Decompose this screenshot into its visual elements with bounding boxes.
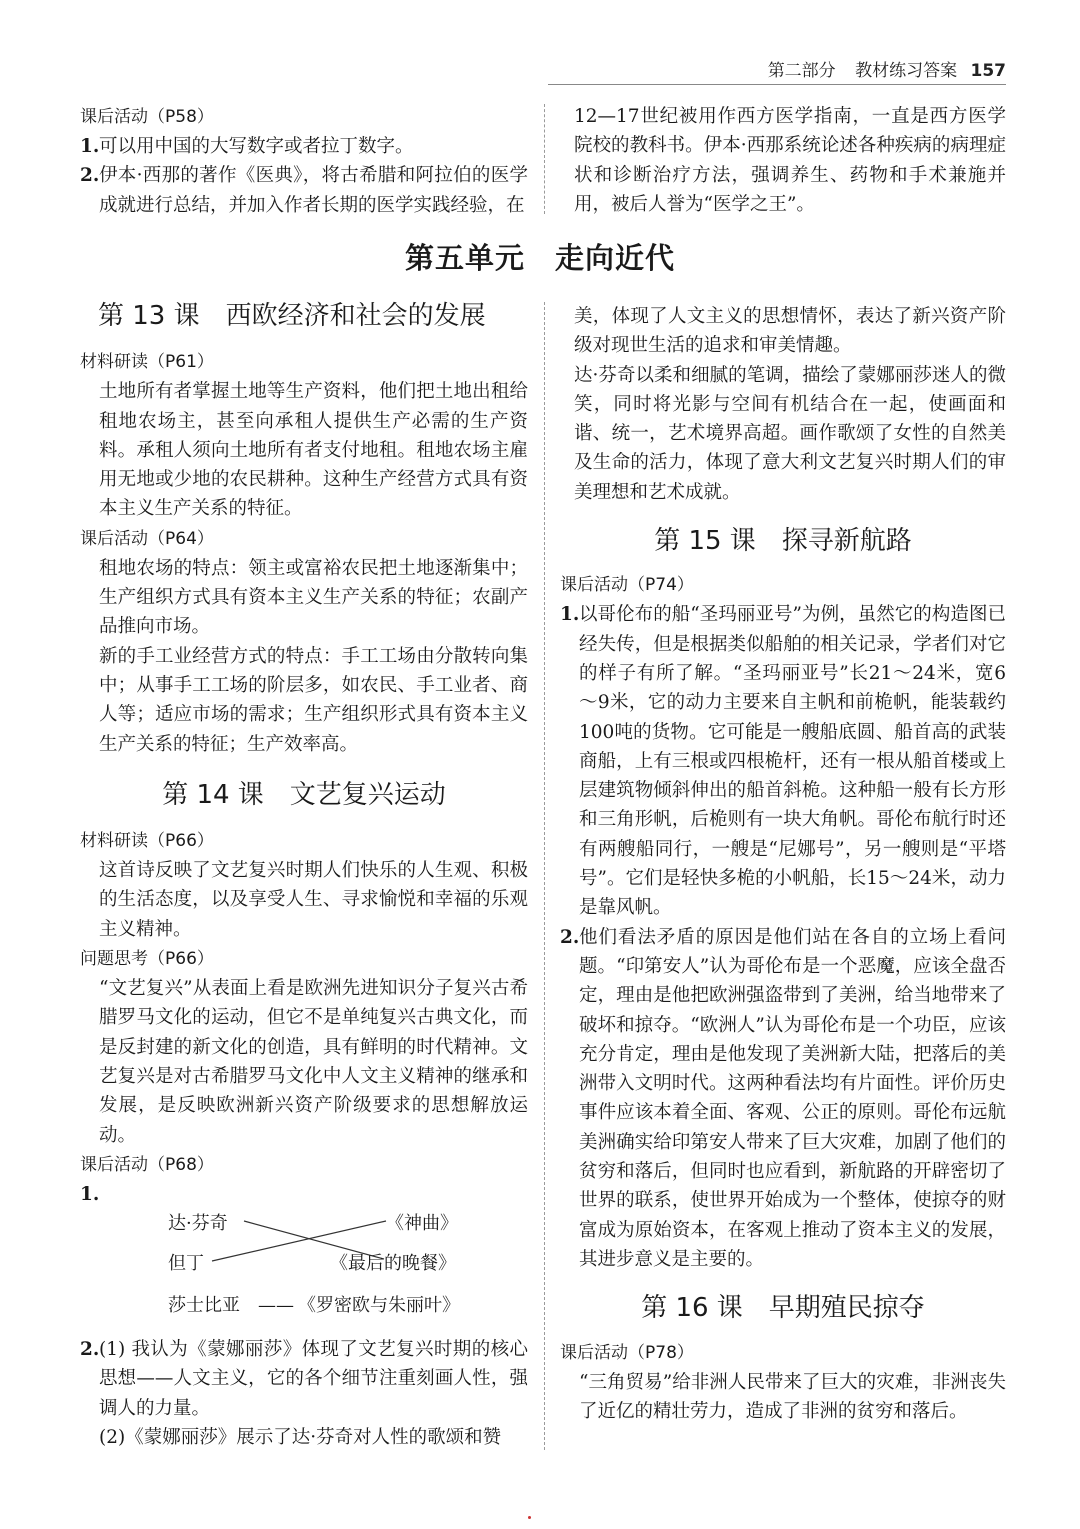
lesson-16-title: 第 16 课 早期殖民掠夺 [641, 1293, 925, 1324]
section-heading: 问题思考（P66） [80, 949, 214, 970]
section-heading: 课后活动（P74） [560, 575, 694, 596]
match-left-item: 莎士比亚 [168, 1295, 240, 1317]
paragraph: 土地所有者掌握土地等生产资料，他们把土地出租给租地农场主，甚至向承租人提供生产必需的生产资料。承租人须向土地所有者支付地租。租地农场主雇用无地或少地的农民耕种。这种生产经营方式具有资本主义生产关系的特征。 [99, 381, 528, 520]
section-heading: 材料研读（P61） [80, 352, 214, 373]
unit-title: 第五单元 走向近代 [404, 241, 675, 275]
page-number: 157 [970, 61, 1006, 81]
header-title: 教材练习答案 [855, 61, 958, 81]
paragraph: “三角贸易”给非洲人民带来了巨大的灾难，非洲丧失了近亿的精壮劳力，造成了非洲的贫穷和落后。 [579, 1371, 1006, 1422]
answer-item: 1. 可以用中国的大写数字或者拉丁数字。 [80, 136, 414, 157]
answer-item: 2. (1) 我认为《蒙娜丽莎》体现了文艺复兴时期的核心思想——人文主义，它的各个细节注重刻画人性，强调人的力量。 [80, 1339, 528, 1419]
section-heading: 课后活动（P58） [80, 107, 214, 127]
right-column [560, 302, 1006, 1426]
column-divider [544, 104, 545, 214]
paragraph: 这首诗反映了文艺复兴时期人们快乐的人生观、积极的生活态度，以及享受人生、寻求愉悦和幸福的乐观主义精神。 [99, 860, 528, 940]
section-heading: 课后活动（P64） [80, 528, 214, 549]
paragraph: (2)《蒙娜丽莎》展示了达·芬奇对人性的歌颂和赞 [99, 1427, 502, 1449]
match-left-item: 但丁 [168, 1253, 204, 1275]
lesson-15-title: 第 15 课 探寻新航路 [654, 526, 912, 557]
paragraph: 美，体现了人文主义的思想情怀，表达了新兴资产阶级对现世生活的追求和审美情趣。 [574, 306, 1006, 357]
paragraph: 达·芬奇以柔和细腻的笔调，描绘了蒙娜丽莎迷人的微笑，同时将光影与空间有机结合在一起，使画面和谐、统一，艺术境界高超。画作歌颂了女性的自然美及生命的活力，体现了意大利文艺复兴时期人们的审美理想和艺术成就。 [574, 364, 1006, 503]
header-section: 第二部分 [767, 61, 836, 81]
section-heading: 材料研读（P66） [80, 831, 214, 852]
page-mark [528, 1516, 531, 1519]
lesson-14-title: 第 14 课 文艺复兴运动 [162, 779, 446, 810]
question-number: 1. [80, 1183, 100, 1205]
section-heading: 课后活动（P78） [560, 1342, 694, 1363]
column-divider [544, 302, 545, 1450]
matching-exercise [80, 1209, 528, 1335]
answer-item: 2. 他们看法矛盾的原因是他们站在各自的立场上看问题。“印第安人”认为哥伦布是一个恶魔，应该全盘否定，理由是他把欧洲强盗带到了美洲，给当地带来了破坏和掠夺。“欧洲人”认为哥伦布是一个功臣，应该充分肯定，理由是他发现了美洲新大陆，把落后的美洲带入文明时代。这两种看法均有片面性。评价历史事件应该本着全面、客观、公正的原则。哥伦布远航美洲确实给印第安人带来了巨大灾难，加剧了他们的贫穷和落后，但同时也应看到，新航路的开辟密切了世界的联系，使世界开始成为一个整体，使掠夺的财富成为原始资本，在客观上推动了资本主义的发展，其进步意义是主要的。 [560, 926, 1006, 1270]
answer-item: 2. 伊本·西那的著作《医典》，将古希腊和阿拉伯的医学成就进行总结，并加入作者长期的医学实践经验，在 [80, 165, 528, 216]
lesson-13-title: 第 13 课 西欧经济和社会的发展 [98, 301, 486, 331]
section-heading: 课后活动（P68） [80, 1154, 214, 1175]
answer-item: 1. 以哥伦布的船“圣玛丽亚号”为例，虽然它的构造图已经失传，但是根据类似船舶的相关记录，学者们对它的样子有所了解。“圣玛丽亚号”长21～24米，宽6～9米，它的动力主要来自主帆和前桅帆，能装载约100吨的货物。它可能是一艘船底圆、船首高的武装商船，上有三根或四根桅杆，还有一根从船首楼或上层建筑物倾斜伸出的船首斜桅。这种船一般有长方形和三角形帆，后桅则有一块大角帆。哥伦布航行时还有两艘船同行，一艘是“尼娜号”，另一艘则是“平塔号”。它们是轻快多桅的小帆船，长15～24米，动力是靠风帆。 [560, 604, 1006, 919]
match-right-item: 《神曲》 [386, 1213, 458, 1235]
match-right-item: 《罗密欧与朱丽叶》 [298, 1295, 460, 1317]
match-dash: —— [258, 1295, 294, 1317]
paragraph: “文艺复兴”从表面上看是欧洲先进知识分子复兴古希腊罗马文化的运动，但它不是单纯复兴古典文化，而是反封建的新文化的创造，具有鲜明的时代精神。文艺复兴是对古希腊罗马文化中人文主义精神的继承和发展，是反映欧洲新兴资产阶级要求的思想解放运动。 [99, 978, 528, 1146]
top-left-column [80, 102, 528, 220]
match-right-item: 《最后的晚餐》 [330, 1253, 456, 1275]
paragraph: 租地农场的特点：领主或富裕农民把土地逐渐集中；生产组织方式具有资本主义生产关系的特征；农副产品推向市场。 [99, 557, 528, 638]
header-rule [548, 84, 1006, 85]
left-column [80, 302, 528, 1452]
top-right-column [560, 102, 1006, 219]
page-header [768, 56, 1006, 81]
paragraph: 新的手工业经营方式的特点：手工工场由分散转向集中；从事手工工场的阶层多，如农民、手工业者、商人等；适应市场的需求；生产组织形式具有资本主义生产关系的特征；生产效率高。 [99, 645, 528, 755]
match-left-item: 达·芬奇 [168, 1213, 228, 1235]
paragraph: 12—17世纪被用作西方医学指南，一直是西方医学院校的教科书。伊本·西那系统论述各种疾病的病理症状和诊断治疗方法，强调养生、药物和手术兼施并用，被后人誉为“医学之王”。 [574, 106, 1006, 215]
